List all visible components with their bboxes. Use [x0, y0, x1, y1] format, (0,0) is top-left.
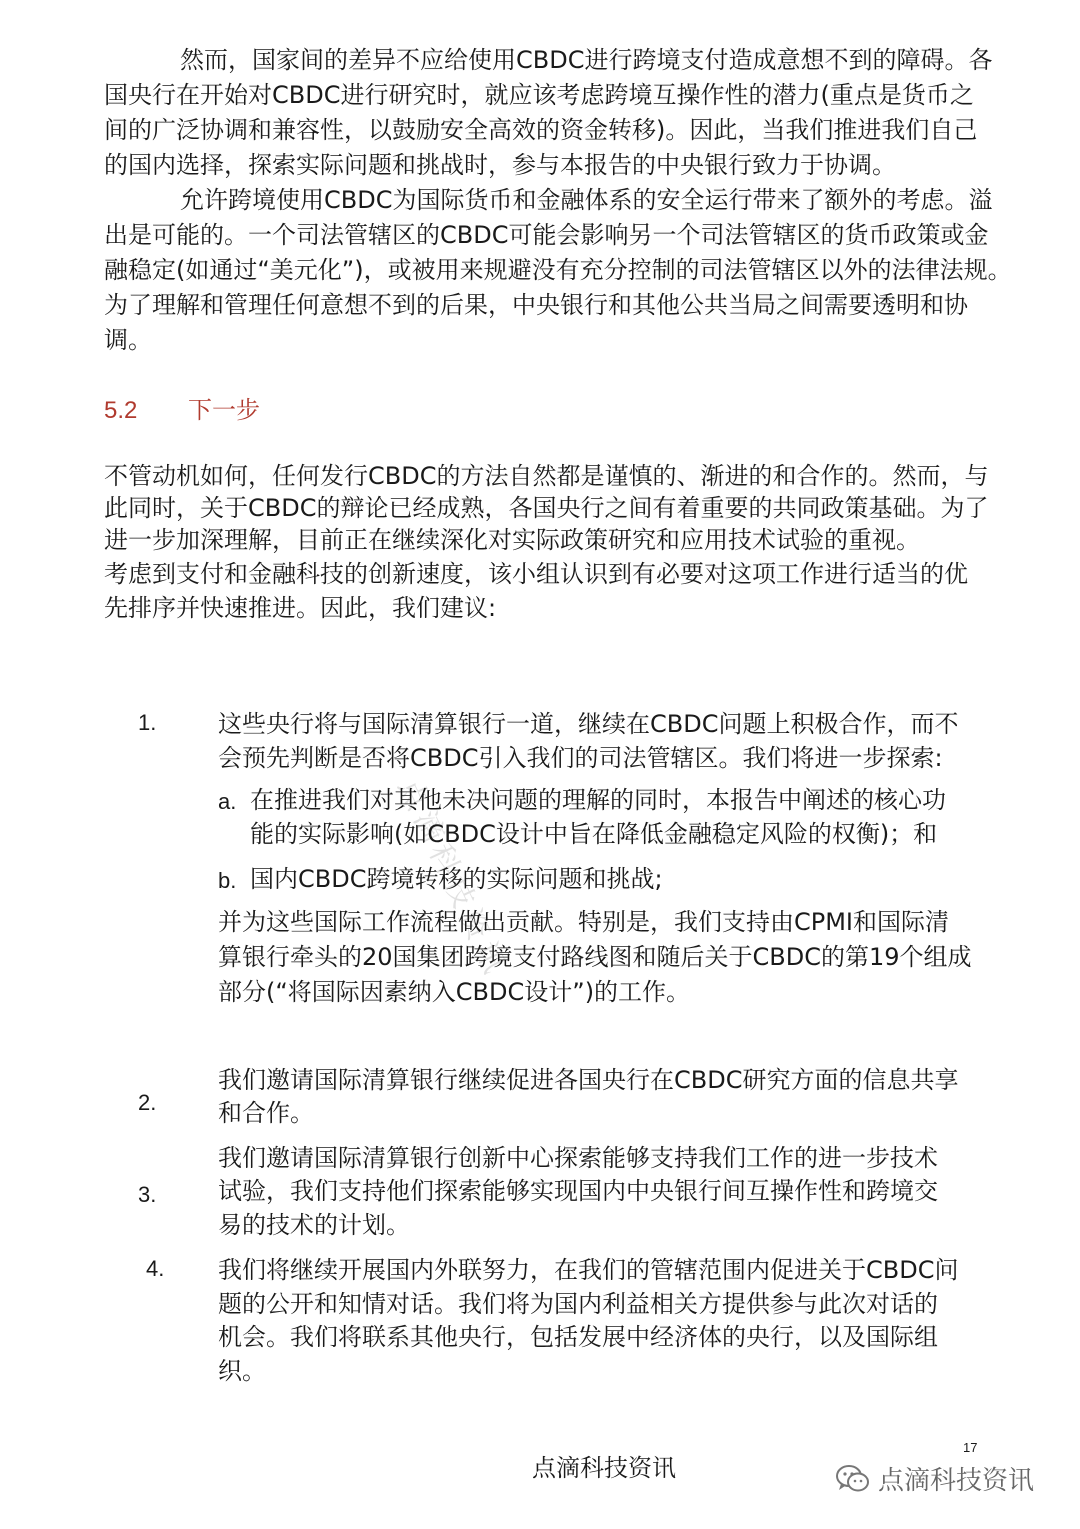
section-p2-line2: 先排序并快速推进。因此，我们建议: [104, 594, 497, 622]
item2-line2: 和合作。 [218, 1099, 314, 1127]
section-p1-line2: 此同时，关于CBDC的辩论已经成熟，各国央行之间有着重要的共同政策基础。为了 [104, 494, 989, 522]
watermark: 点滴科技资讯 [391, 773, 515, 984]
item2-number: 2. [138, 1090, 157, 1115]
section-number: 5.2 [104, 397, 138, 424]
footer-title: 点滴科技资讯 [532, 1454, 676, 1482]
item1-sub-a-line2: 能的实际影响(如CBDC设计中旨在降低金融稳定风险的权衡)；和 [250, 820, 938, 848]
item4-number: 4. [146, 1256, 165, 1281]
intro-p2-line3: 融稳定(如通过“美元化”)，或被用来规避没有充分控制的司法管辖区以外的法律法规。 [104, 256, 1012, 284]
item4-line2: 题的公开和知情对话。我们将为国内利益相关方提供参与此次对话的 [218, 1290, 938, 1318]
item3-line3: 易的技术的计划。 [218, 1211, 410, 1239]
item1-closing-line2: 算银行牵头的20国集团跨境支付路线图和随后关于CBDC的第19个组成 [218, 943, 972, 971]
item1-closing-line1: 并为这些国际工作流程做出贡献。特别是，我们支持由CPMI和国际清 [218, 908, 950, 936]
intro-p2-line5: 调。 [104, 326, 152, 354]
item3-number: 3. [138, 1182, 157, 1207]
item1-line2: 会预先判断是否将CBDC引入我们的司法管辖区。我们将进一步探索: [218, 744, 943, 772]
item1-closing-line3: 部分(“将国际因素纳入CBDC设计”)的工作。 [218, 978, 691, 1006]
intro-p1-line1: 然而，国家间的差异不应给使用CBDC进行跨境支付造成意想不到的障碍。各 [180, 46, 993, 74]
item1-number: 1. [138, 710, 157, 735]
intro-p1-line3: 间的广泛协调和兼容性，以鼓励安全高效的资金转移)。因此，当我们推进我们自己 [104, 116, 978, 144]
item3-line2: 试验，我们支持他们探索能够实现国内中央银行间互操作性和跨境交 [218, 1177, 938, 1205]
item1-sub-b-line1: 国内CBDC跨境转移的实际问题和挑战; [250, 865, 663, 893]
intro-p1-line2: 国央行在开始对CBDC进行研究时，就应该考虑跨境互操作性的潜力(重点是货币之 [104, 81, 974, 109]
section-p1-line1: 不管动机如何，任何发行CBDC的方法自然都是谨慎的、渐进的和合作的。然而，与 [104, 462, 989, 490]
item2-line1: 我们邀请国际清算银行继续促进各国央行在CBDC研究方面的信息共享 [218, 1066, 959, 1094]
section-p1-line3: 进一步加深理解，目前正在继续深化对实际政策研究和应用技术试验的重视。 [104, 526, 920, 554]
item3-line1: 我们邀请国际清算银行创新中心探索能够支持我们工作的进一步技术 [218, 1144, 938, 1172]
item1-sub-a-line1: 在推进我们对其他未决问题的理解的同时，本报告中阐述的核心功 [250, 786, 946, 814]
item4-line1: 我们将继续开展国内外联努力，在我们的管辖范围内促进关于CBDC问 [218, 1256, 959, 1284]
intro-p2-line2: 出是可能的。一个司法管辖区的CBDC可能会影响另一个司法管辖区的货币政策或金 [104, 221, 989, 249]
intro-p2-line1: 允许跨境使用CBDC为国际货币和金融体系的安全运行带来了额外的考虑。溢 [180, 186, 993, 214]
section-p2-line1: 考虑到支付和金融科技的创新速度，该小组认识到有必要对这项工作进行适当的优 [104, 560, 968, 588]
intro-p1-line4: 的国内选择，探索实际问题和挑战时，参与本报告的中央银行致力于协调。 [104, 151, 896, 179]
item4-line4: 织。 [218, 1357, 266, 1385]
item1-sub-b-letter: b. [218, 868, 237, 893]
item1-line1: 这些央行将与国际清算银行一道，继续在CBDC问题上积极合作，而不 [218, 710, 959, 738]
wechat-icon [836, 1464, 870, 1494]
wechat-brand-name: 点滴科技资讯 [878, 1466, 1035, 1496]
item1-sub-a-letter: a. [218, 789, 237, 814]
page-number: 17 [963, 1440, 978, 1455]
item4-line3: 机会。我们将联系其他央行，包括发展中经济体的央行，以及国际组 [218, 1323, 938, 1351]
intro-p2-line4: 为了理解和管理任何意想不到的后果，中央银行和其他公共当局之间需要透明和协 [104, 291, 968, 319]
section-title: 下一步 [188, 397, 260, 424]
wechat-brand [836, 1460, 1034, 1497]
